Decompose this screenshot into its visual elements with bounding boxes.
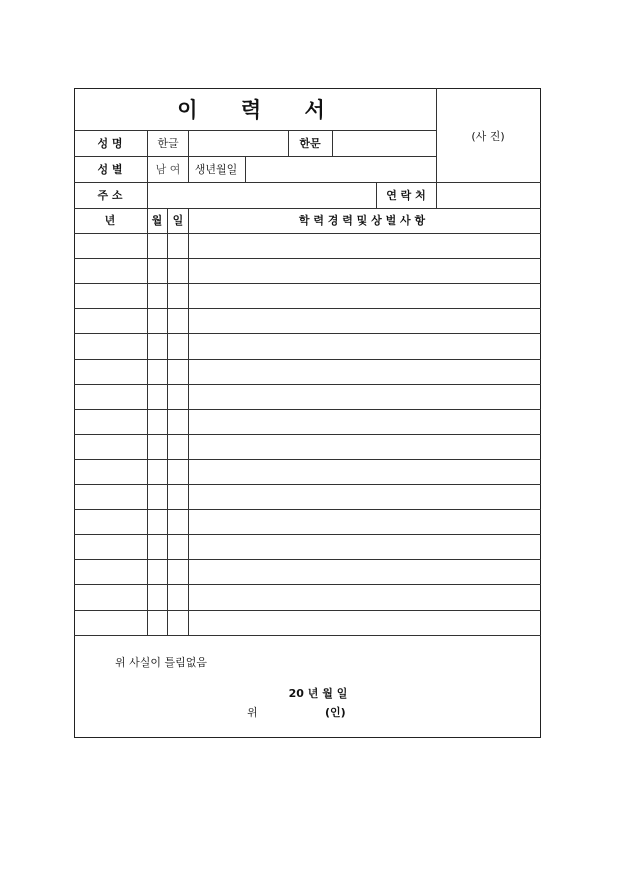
footer-statement: 위 사실이 틀림없음 [115, 656, 208, 669]
history-row-line [74, 434, 541, 435]
address-label: 주 소 [97, 189, 123, 202]
history-column-line [167, 208, 168, 635]
name-label: 성 명 [97, 137, 123, 150]
details-header: 학 력 경 력 및 상 벌 사 항 [298, 214, 426, 227]
history-column-line [147, 208, 148, 635]
history-row-line [74, 534, 541, 535]
contact-label: 연 락 처 [386, 189, 426, 202]
history-row-line [74, 610, 541, 611]
history-row-line [74, 409, 541, 410]
hangul-label: 한글 [157, 137, 179, 150]
history-row-line [74, 459, 541, 460]
day-header: 일 [172, 214, 184, 227]
footer-date: 20 년 월 일 [288, 687, 348, 700]
history-column-line [188, 208, 189, 635]
history-row-line [74, 484, 541, 485]
history-row-line [74, 509, 541, 510]
history-row-line [74, 584, 541, 585]
history-row-line [74, 258, 541, 259]
history-row-line [74, 233, 541, 234]
gender-label: 성 별 [97, 163, 123, 176]
gender-options: 남 여 [155, 163, 181, 176]
footer-seal: (인) [325, 706, 346, 719]
history-row-line [74, 333, 541, 334]
hanja-label: 한문 [299, 137, 321, 150]
photo-label: (사 진) [471, 130, 505, 143]
history-row-line [74, 308, 541, 309]
page-title: 이 력 서 [177, 98, 343, 122]
history-row-line [74, 384, 541, 385]
history-row-line [74, 283, 541, 284]
month-header: 월 [151, 214, 163, 227]
resume-form [74, 88, 541, 738]
year-header: 년 [104, 214, 116, 227]
history-row-line [74, 359, 541, 360]
footer-sign-prefix: 위 [247, 706, 258, 719]
history-row-line [74, 635, 541, 636]
history-row-line [74, 559, 541, 560]
birth-label: 생년월일 [194, 163, 238, 176]
